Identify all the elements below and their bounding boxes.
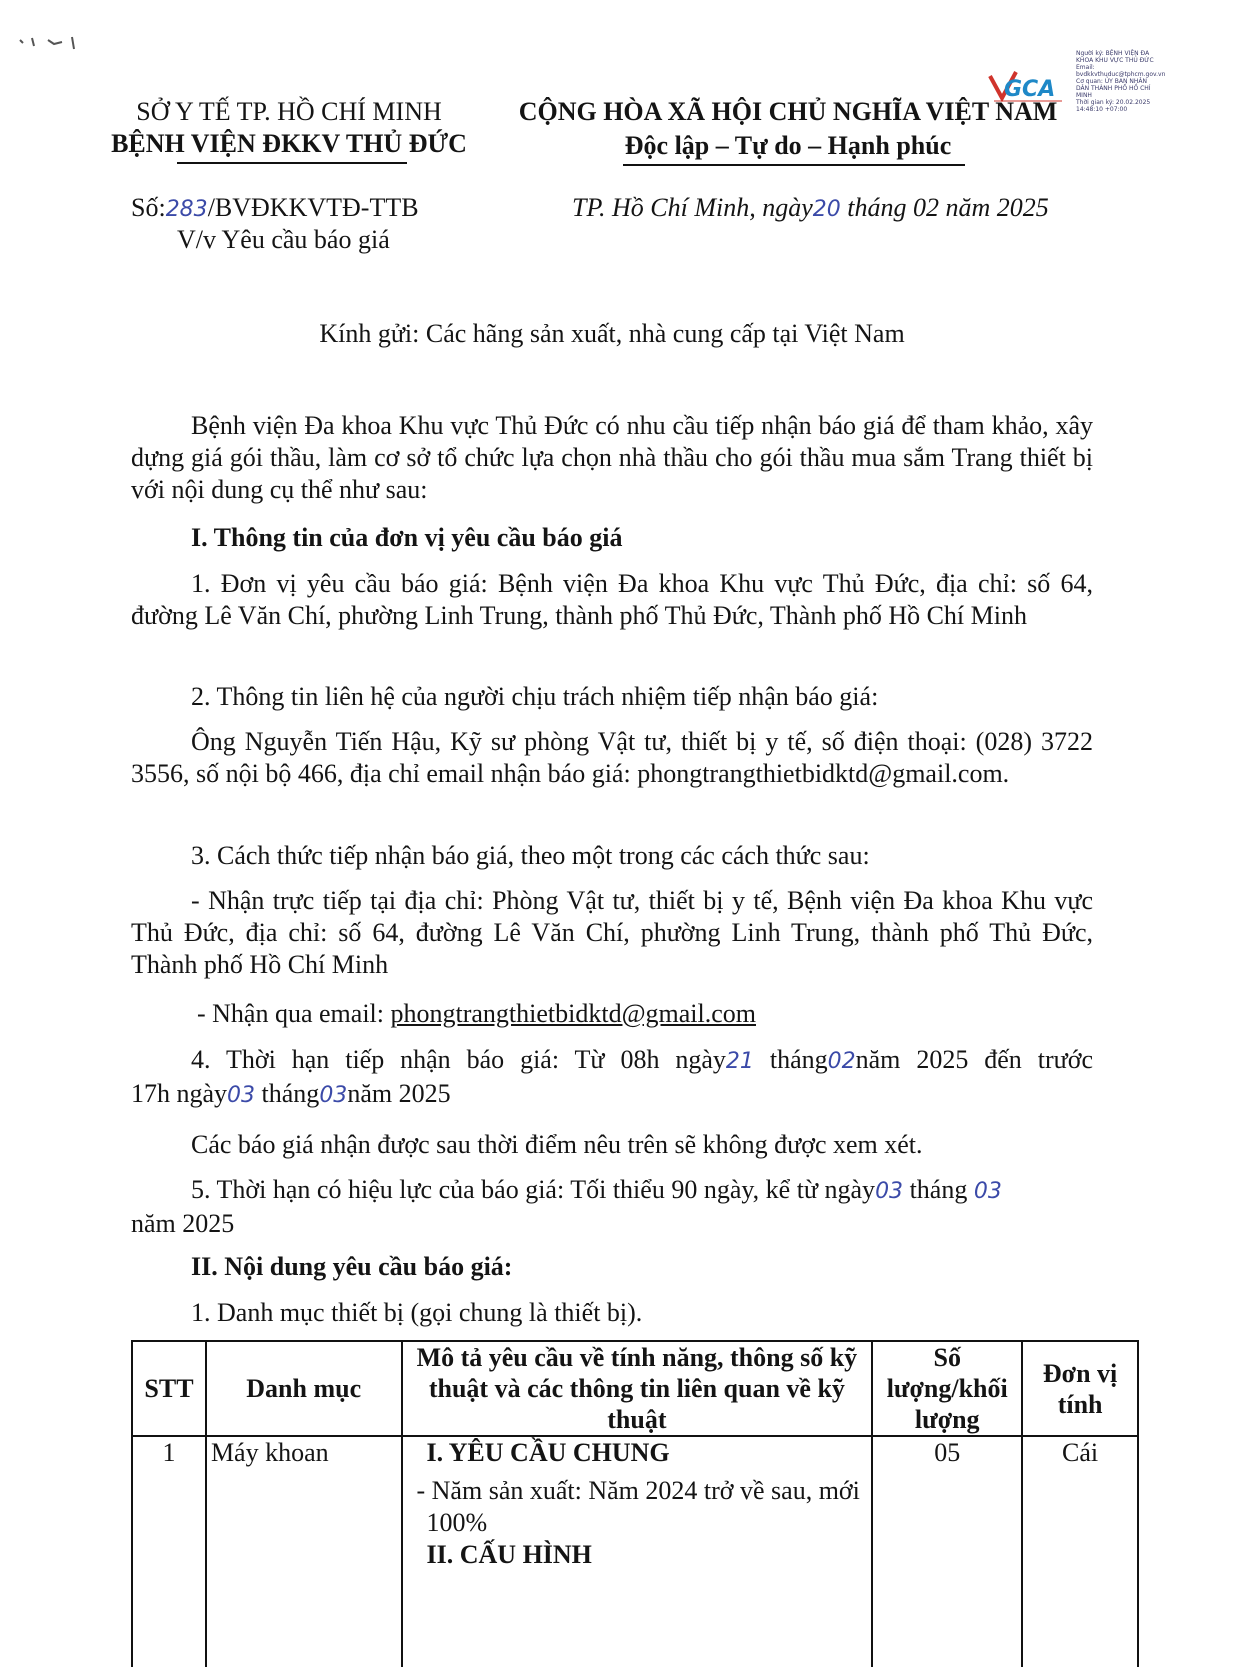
desc-production-year: - Năm sản xuất: Năm 2024 trở về sau, mới 100%: [416, 1476, 860, 1537]
header-stt: STT: [132, 1341, 206, 1436]
section2-item1: 1. Danh mục thiết bị (gọi chung là thiết bị).: [191, 1298, 643, 1327]
item5-month-handwritten: 03: [973, 1179, 1002, 1204]
stamp-line: bvdkkvthuduc@tphcm.gov.vn: [1076, 71, 1166, 78]
item5-text-a: 5. Thời hạn có hiệu lực của báo giá: Tối thiểu 90 ngày, kể từ ngày: [191, 1175, 876, 1204]
left-header-underline: [177, 162, 407, 164]
header-description: Mô tả yêu cầu về tính năng, thông số kỹ thuật và các thông tin liên quan về kỹ thuật: [402, 1341, 873, 1436]
doc-number-suffix: /BVĐKKVTĐ-TTB: [207, 193, 419, 222]
agency-name: SỞ Y TẾ TP. HỒ CHÍ MINH: [136, 97, 442, 126]
national-motto: Độc lập – Tự do – Hạnh phúc: [624, 131, 952, 160]
digital-signature-info: [1076, 50, 1166, 113]
table-header-row: [132, 1341, 1138, 1436]
item4-month2-handwritten: 03: [319, 1083, 348, 1108]
item4-text-f: năm 2025: [347, 1079, 451, 1108]
section1-item4-note: Các báo giá nhận được sau thời điểm nêu trên sẽ không được xem xét.: [191, 1130, 923, 1159]
stamp-line: Cơ quan: ỦY BAN NHÂN: [1076, 78, 1147, 85]
section2-heading: II. Nội dung yêu cầu báo giá:: [191, 1252, 513, 1281]
item4-month1-handwritten: 02: [827, 1049, 856, 1074]
section1-item3-email-line: [197, 998, 1093, 1030]
national-title: CỘNG HÒA XÃ HỘI CHỦ NGHĨA VIỆT NAM: [518, 97, 1058, 126]
stamp-line: KHOA KHU VỰC THỦ ĐỨC: [1076, 57, 1154, 64]
table-row: [132, 1436, 1138, 1667]
section1-item2: 2. Thông tin liên hệ của người chịu trách nhiệm tiếp nhận báo giá:: [191, 682, 879, 711]
row-unit: Cái: [1022, 1436, 1138, 1667]
doc-number-prefix: Số:: [131, 193, 166, 222]
row-stt: 1: [132, 1436, 206, 1667]
document-subject: V/v Yêu cầu báo giá: [177, 225, 390, 254]
hospital-name: BỆNH VIỆN ĐKKV THỦ ĐỨC: [111, 129, 467, 158]
recipient-line: Kính gửi: Các hãng sản xuất, nhà cung cấp tại Việt Nam: [319, 319, 905, 348]
section1-item2-detail: Ông Nguyễn Tiến Hậu, Kỹ sư phòng Vật tư, thiết bị y tế, số điện thoại: (028) 3722 3556, số nội bộ 466, địa chỉ email nhận báo giá: phongtrangthietbidktd@gmail.com.: [131, 727, 1093, 788]
equipment-table: [131, 1340, 1139, 1667]
desc-heading-config: II. CẤU HÌNH: [426, 1540, 592, 1569]
item4-text-d: 17h ngày: [131, 1079, 228, 1108]
row-description: [402, 1436, 873, 1667]
item5-text-b: tháng: [903, 1175, 974, 1204]
vgca-logo-icon: [986, 68, 1066, 104]
right-header-underline: [623, 164, 965, 166]
section1-item3: 3. Cách thức tiếp nhận báo giá, theo một trong các cách thức sau:: [191, 841, 870, 870]
row-name: Máy khoan: [206, 1436, 402, 1667]
date-prefix: TP. Hồ Chí Minh, ngày: [572, 193, 813, 222]
email-prefix: - Nhận qua email:: [197, 999, 391, 1028]
stamp-line: 14:48:10 +07:00: [1076, 106, 1128, 113]
stamp-line: Người ký: BỆNH VIỆN ĐA: [1076, 50, 1150, 57]
row-quantity: 05: [872, 1436, 1022, 1667]
doc-number-handwritten: 283: [165, 197, 208, 222]
section1-item3-direct: - Nhận trực tiếp tại địa chỉ: Phòng Vật tư, thiết bị y tế, Bệnh viện Đa khoa Khu vực Thủ Đức, địa chỉ: số 64, đường Lê Văn Chí, phường Linh Trung, thành phố Thủ Đức, Thành phố Hồ Chí Minh: [131, 886, 1093, 979]
item4-day2-handwritten: 03: [227, 1083, 256, 1108]
date-day-handwritten: 20: [812, 197, 841, 222]
scan-mark: [18, 34, 82, 54]
header-quantity: Số lượng/khối lượng: [872, 1341, 1022, 1436]
stamp-line: DÂN THÀNH PHỐ HỒ CHÍ: [1076, 85, 1151, 92]
document-number: [131, 192, 419, 226]
section1-item5: [131, 1174, 1093, 1240]
item4-day1-handwritten: 21: [725, 1049, 754, 1074]
header-name: Danh mục: [206, 1341, 402, 1436]
stamp-line: Thời gian ký: 20.02.2025: [1076, 99, 1151, 106]
header-unit: Đơn vị tính: [1022, 1341, 1138, 1436]
desc-heading-general: I. YÊU CẦU CHUNG: [426, 1438, 670, 1467]
stamp-line: MINH: [1076, 92, 1092, 99]
document-date: [572, 192, 1049, 226]
item4-text-c: năm 2025 đến trước: [855, 1045, 1093, 1074]
email-link[interactable]: phongtrangthietbidktd@gmail.com: [390, 999, 756, 1028]
section1-item4: [131, 1044, 1093, 1112]
intro-paragraph: Bệnh viện Đa khoa Khu vực Thủ Đức có nhu cầu tiếp nhận báo giá để tham khảo, xây dựng giá gói thầu, làm cơ sở tổ chức lựa chọn nhà thầu cho gói thầu mua sắm Trang thiết bị với nội dung cụ thể như sau:: [131, 411, 1093, 504]
stamp-line: Email:: [1076, 64, 1095, 71]
item4-text-e: tháng: [255, 1079, 320, 1108]
item4-text-a: 4. Thời hạn tiếp nhận báo giá: Từ 08h ngày: [191, 1045, 726, 1074]
svg-text:GCA: GCA: [1004, 77, 1056, 102]
item4-text-b: tháng: [753, 1045, 828, 1074]
section1-item1: 1. Đơn vị yêu cầu báo giá: Bệnh viện Đa khoa Khu vực Thủ Đức, địa chỉ: số 64, đường Lê Văn Chí, phường Linh Trung, thành phố Thủ Đức, Thành phố Hồ Chí Minh: [131, 569, 1093, 630]
date-suffix: tháng 02 năm 2025: [847, 193, 1049, 222]
item5-text-c: năm 2025: [131, 1209, 235, 1238]
vgca-logo: [986, 68, 1066, 104]
item5-day-handwritten: 03: [875, 1179, 904, 1204]
section1-heading: I. Thông tin của đơn vị yêu cầu báo giá: [191, 523, 623, 552]
